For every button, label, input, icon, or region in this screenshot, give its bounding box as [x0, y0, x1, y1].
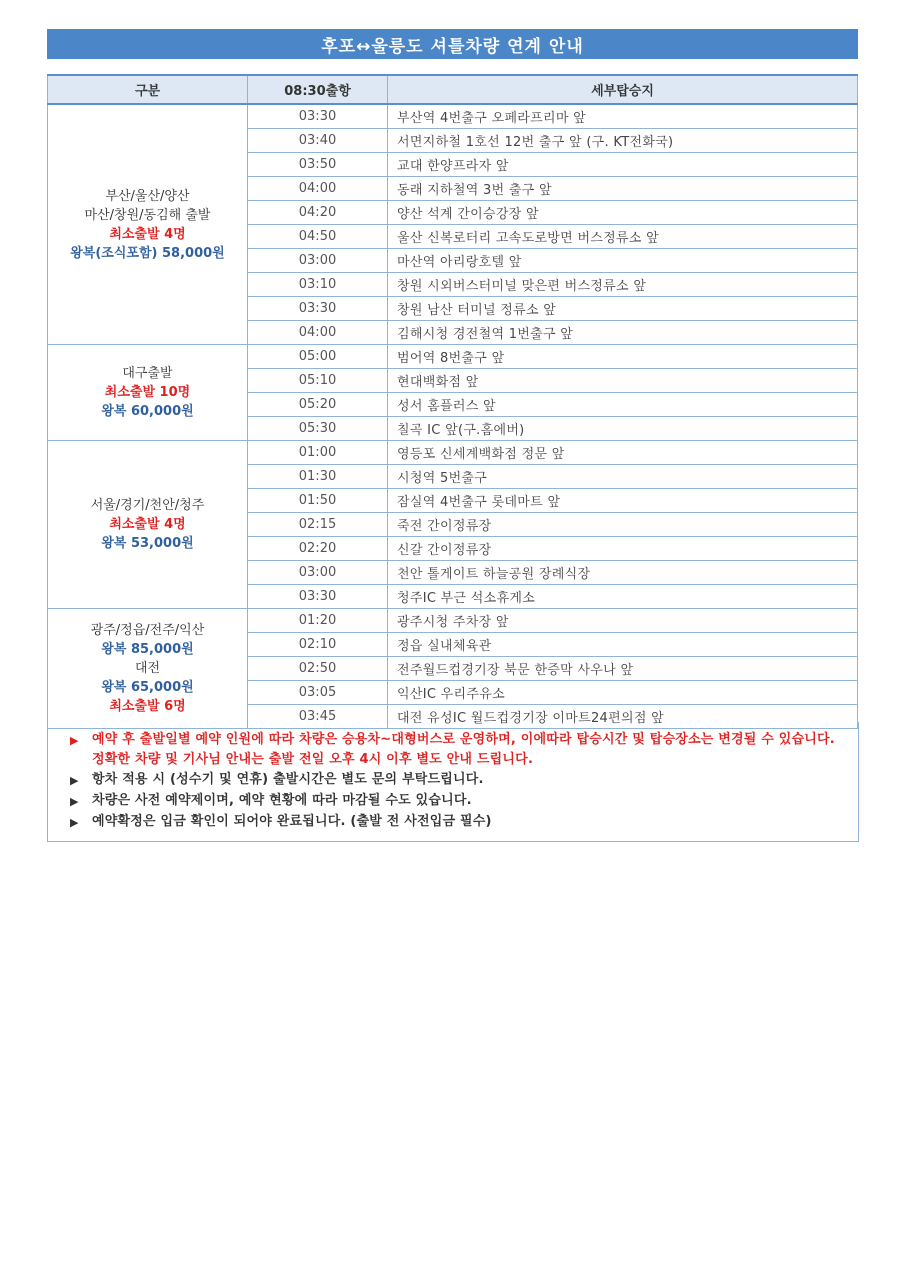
boarding-location: 서면지하철 1호선 12번 출구 앞 (구. KT전화국): [388, 129, 858, 153]
table-row: [48, 441, 858, 465]
note-item: [56, 812, 850, 833]
group-line1: 서울/경기/천안/청주: [90, 498, 205, 513]
departure-time: 05:10: [248, 369, 388, 393]
group-min: 최소출발 4명: [109, 226, 186, 242]
bullet-arrow-icon: ▶: [70, 816, 79, 829]
table-row: [48, 345, 858, 369]
departure-time: 02:10: [248, 633, 388, 657]
table-body: [48, 104, 858, 729]
departure-time: 01:20: [248, 609, 388, 633]
departure-time: 04:00: [248, 177, 388, 201]
boarding-location: 김해시청 경전철역 1번출구 앞: [388, 321, 858, 345]
header-boarding-location: 세부탑승지: [388, 75, 858, 104]
departure-time: 03:10: [248, 273, 388, 297]
bullet-arrow-icon: ▶: [70, 734, 79, 747]
note-text: 차량은 사전 예약제이며, 예약 현황에 따라 마감될 수도 있습니다.: [92, 793, 472, 808]
notes-box: [47, 722, 859, 842]
bullet-arrow-icon: ▶: [70, 774, 79, 787]
shuttle-schedule-table: [47, 74, 858, 729]
boarding-location: 대전 유성IC 월드컵경기장 이마트24편의점 앞: [388, 705, 858, 729]
departure-time: 03:30: [248, 297, 388, 321]
departure-time: 01:30: [248, 465, 388, 489]
group-fare2: 왕복 65,000원: [101, 680, 194, 695]
boarding-location: 창원 시외버스터미널 맞은편 버스정류소 앞: [388, 273, 858, 297]
departure-time: 05:30: [248, 417, 388, 441]
group-fare: 왕복 53,000원: [101, 536, 194, 551]
boarding-location: 청주IC 부근 석소휴게소: [388, 585, 858, 609]
boarding-location: 양산 석계 간이승강장 앞: [388, 201, 858, 225]
boarding-location: 교대 한양프라자 앞: [388, 153, 858, 177]
group-cell: [48, 441, 248, 609]
group-line1: 광주/정읍/전주/익산: [90, 623, 205, 638]
note-item: [56, 730, 850, 770]
boarding-location: 울산 신복로터리 고속도로방면 버스정류소 앞: [388, 225, 858, 249]
boarding-location: 칠곡 IC 앞(구.홈에버): [388, 417, 858, 441]
boarding-location: 영등포 신세계백화점 정문 앞: [388, 441, 858, 465]
departure-time: 02:15: [248, 513, 388, 537]
note-item: [56, 791, 850, 812]
group-line1: 대구출발: [122, 366, 173, 381]
boarding-location: 잠실역 4번출구 롯데마트 앞: [388, 489, 858, 513]
departure-time: 04:20: [248, 201, 388, 225]
departure-time: 03:45: [248, 705, 388, 729]
boarding-location: 광주시청 주차장 앞: [388, 609, 858, 633]
boarding-location: 범어역 8번출구 앞: [388, 345, 858, 369]
boarding-location: 성서 홈플러스 앞: [388, 393, 858, 417]
boarding-location: 신갈 간이정류장: [388, 537, 858, 561]
departure-time: 03:05: [248, 681, 388, 705]
group-fare: 왕복(조식포함) 58,000원: [70, 245, 225, 261]
departure-time: 01:00: [248, 441, 388, 465]
boarding-location: 익산IC 우리주유소: [388, 681, 858, 705]
departure-time: 03:50: [248, 153, 388, 177]
group-cell: [48, 609, 248, 729]
boarding-location: 시청역 5번출구: [388, 465, 858, 489]
table-row: [48, 104, 858, 129]
note-text: 예약확정은 입금 확인이 되어야 완료됩니다. (출발 전 사전입금 필수): [92, 814, 492, 829]
group-min: 최소출발 6명: [109, 699, 186, 714]
departure-time: 04:50: [248, 225, 388, 249]
departure-time: 03:30: [248, 585, 388, 609]
boarding-location: 현대백화점 앞: [388, 369, 858, 393]
boarding-location: 창원 남산 터미널 정류소 앞: [388, 297, 858, 321]
group-fare: 왕복 85,000원: [101, 642, 194, 657]
group-line2: 마산/창원/동김해 출발: [84, 207, 211, 223]
group-fare: 왕복 60,000원: [101, 404, 194, 419]
boarding-location: 정읍 실내체육관: [388, 633, 858, 657]
departure-time: 03:30: [248, 104, 388, 129]
note-text: 항차 적용 시 (성수기 및 연휴) 출발시간은 별도 문의 부탁드립니다.: [92, 772, 484, 787]
bullet-arrow-icon: ▶: [70, 795, 79, 808]
departure-time: 03:00: [248, 249, 388, 273]
group-line2: 대전: [134, 661, 161, 676]
note-text: 예약 후 출발일별 예약 인원에 따라 차량은 승용차~대형버스로 운영하며, 이에따라 탑승시간 및 탑승장소는 변경될 수 있습니다. 정확한 차량 및 기사님 안내는 출발 전일 오후 4시 이후 별도 안내 드립니다.: [92, 732, 835, 767]
header-departure-time: 08:30출항: [248, 75, 388, 104]
group-line1: 부산/울산/양산: [105, 188, 190, 204]
table-row: [48, 609, 858, 633]
departure-time: 03:00: [248, 561, 388, 585]
departure-time: 05:00: [248, 345, 388, 369]
departure-time: 03:40: [248, 129, 388, 153]
group-min: 최소출발 10명: [104, 385, 191, 400]
page-title: 후포↔울릉도 셔틀차량 연계 안내: [47, 29, 858, 59]
group-cell: [48, 104, 248, 345]
note-item: [56, 770, 850, 791]
boarding-location: 천안 톨게이트 하늘공원 장례식장: [388, 561, 858, 585]
table-header-row: [48, 75, 858, 104]
group-min: 최소출발 4명: [109, 517, 186, 532]
header-category: 구분: [48, 75, 248, 104]
departure-time: 01:50: [248, 489, 388, 513]
departure-time: 04:00: [248, 321, 388, 345]
departure-time: 02:20: [248, 537, 388, 561]
boarding-location: 동래 지하철역 3번 출구 앞: [388, 177, 858, 201]
departure-time: 02:50: [248, 657, 388, 681]
boarding-location: 죽전 간이정류장: [388, 513, 858, 537]
boarding-location: 부산역 4번출구 오페라프리마 앞: [388, 104, 858, 129]
boarding-location: 마산역 아리랑호텔 앞: [388, 249, 858, 273]
boarding-location: 전주월드컵경기장 북문 한증막 사우나 앞: [388, 657, 858, 681]
group-cell: [48, 345, 248, 441]
departure-time: 05:20: [248, 393, 388, 417]
